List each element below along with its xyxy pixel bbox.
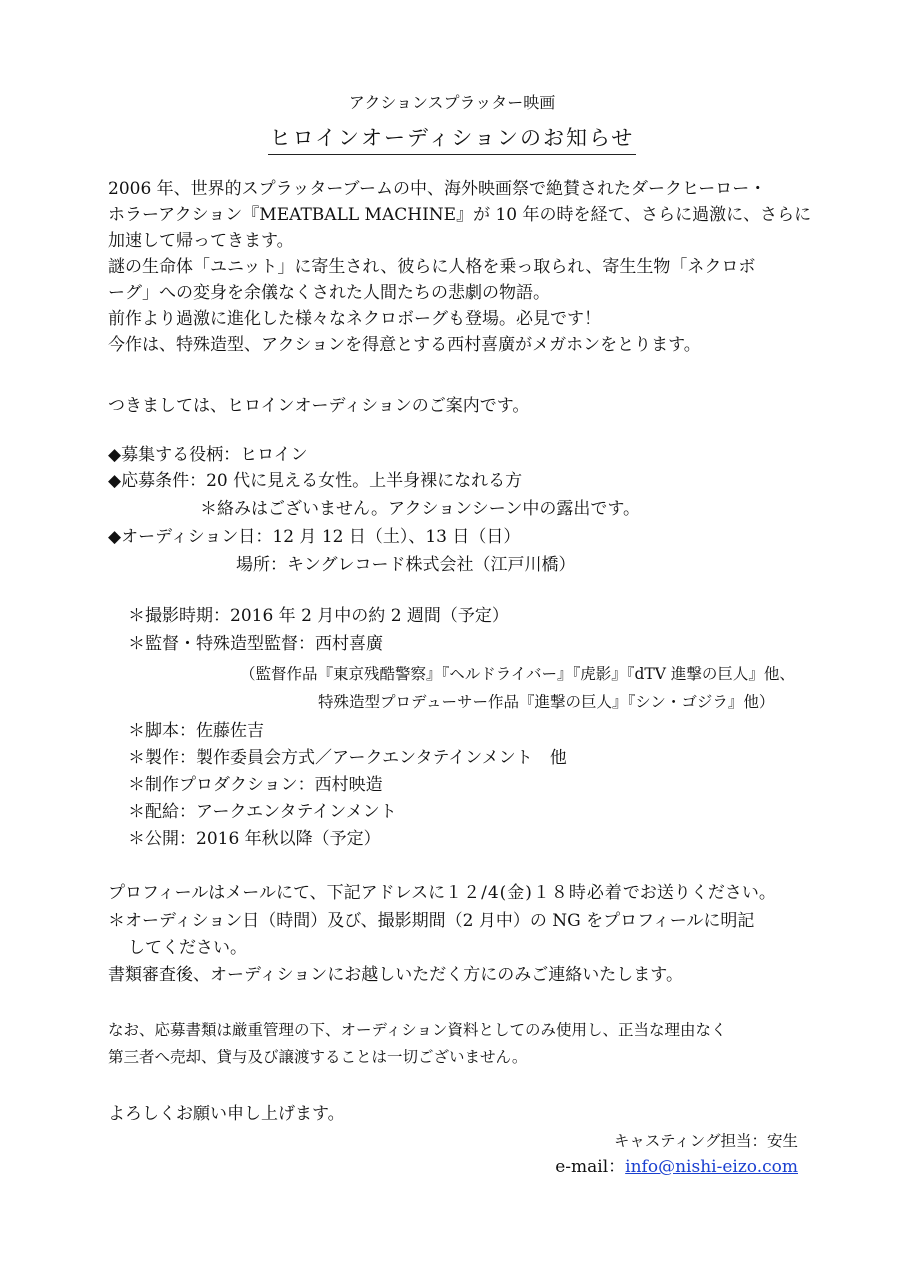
intro-line-3: 加速して帰ってきます。: [108, 231, 294, 251]
intro-line-4: 謎の生命体「ユニット」に寄生され、彼らに人格を乗っ取られ、寄生生物「ネクロボ: [108, 257, 756, 277]
intro-line-8: つきましては、ヒロインオーディションのご案内です。: [108, 396, 530, 416]
contact-person: キャスティング担当：安生: [613, 1132, 798, 1150]
application-line-2: ＊オーディション日（時間）及び、撮影期間（2 月中）の NG をプロフィールに明記: [108, 911, 755, 931]
detail-production: ＊製作：製作委員会方式／アークエンタテインメント 他: [128, 748, 567, 768]
privacy-line-1: なお、応募書類は厳重管理の下、オーディション資料としてのみ使用し、正当な理由なく: [108, 1021, 727, 1039]
email-label: e-mail：: [555, 1157, 626, 1177]
req-condition: ◆応募条件：20 代に見える女性。上半身裸になれる方: [108, 471, 523, 491]
intro-line-5: ーグ」への変身を余儀なくされた人間たちの悲劇の物語。: [108, 283, 550, 303]
detail-director: ＊監督・特殊造型監督：西村喜廣: [128, 634, 383, 654]
closing-greeting: よろしくお願い申し上げます。: [108, 1104, 345, 1124]
req-role: ◆募集する役柄：ヒロイン: [108, 445, 308, 465]
document-title-text: ヒロインオーディションのお知らせ: [268, 123, 637, 155]
application-line-3: してください。: [128, 938, 247, 958]
detail-works-2: 特殊造型プロデューサー作品『進撃の巨人』『シン・ゴジラ』他）: [318, 693, 775, 711]
detail-production-company: ＊制作プロダクション：西村映造: [128, 775, 383, 795]
detail-shoot-period: ＊撮影時期：2016 年 2 月中の約 2 週間（予定）: [128, 606, 509, 626]
intro-line-6: 前作より過激に進化した様々なネクロボーグも登場。必見です！: [108, 309, 601, 329]
req-audition-date: ◆オーディション日：12 月 12 日（土）、13 日（日）: [108, 527, 521, 547]
application-line-4: 書類審査後、オーディションにお越しいただく方にのみご連絡いたします。: [108, 965, 683, 985]
req-place: 場所：キングレコード株式会社（江戸川橋）: [236, 555, 576, 575]
document-subtitle: アクションスプラッター映画: [348, 93, 556, 112]
intro-line-7: 今作は、特殊造型、アクションを得意とする西村喜廣がメガホンをとります。: [108, 335, 701, 355]
application-deadline: １２/4(金)１８時必着: [445, 883, 623, 903]
application-post: でお送りください。: [622, 883, 776, 903]
document-title: [0, 123, 904, 155]
detail-works-1: （監督作品『東京残酷警察』『ヘルドライバー』『虎影』『dTV 進撃の巨人』他、: [240, 665, 795, 683]
detail-script: ＊脚本：佐藤佐吉: [128, 721, 264, 741]
detail-release: ＊公開：2016 年秋以降（予定）: [128, 829, 381, 849]
intro-line-2: ホラーアクション『MEATBALL MACHINE』が 10 年の時を経て、さらに過激に、さらに: [108, 205, 812, 225]
application-pre: プロフィールはメールにて、下記アドレスに: [108, 883, 446, 903]
intro-line-1: 2006 年、世界的スプラッターブームの中、海外映画祭で絶賛されたダークヒーロー・: [108, 179, 767, 199]
privacy-line-2: 第三者へ売却、貸与及び譲渡することは一切ございません。: [108, 1048, 528, 1066]
email-link[interactable]: info@nishi-eizo.com: [625, 1157, 798, 1177]
contact-email-line: [555, 1154, 798, 1180]
detail-distribution: ＊配給：アークエンタテインメント: [128, 802, 397, 822]
req-condition-note: ＊絡みはございません。アクションシーン中の露出です。: [200, 499, 641, 519]
application-line-1: [108, 880, 776, 906]
